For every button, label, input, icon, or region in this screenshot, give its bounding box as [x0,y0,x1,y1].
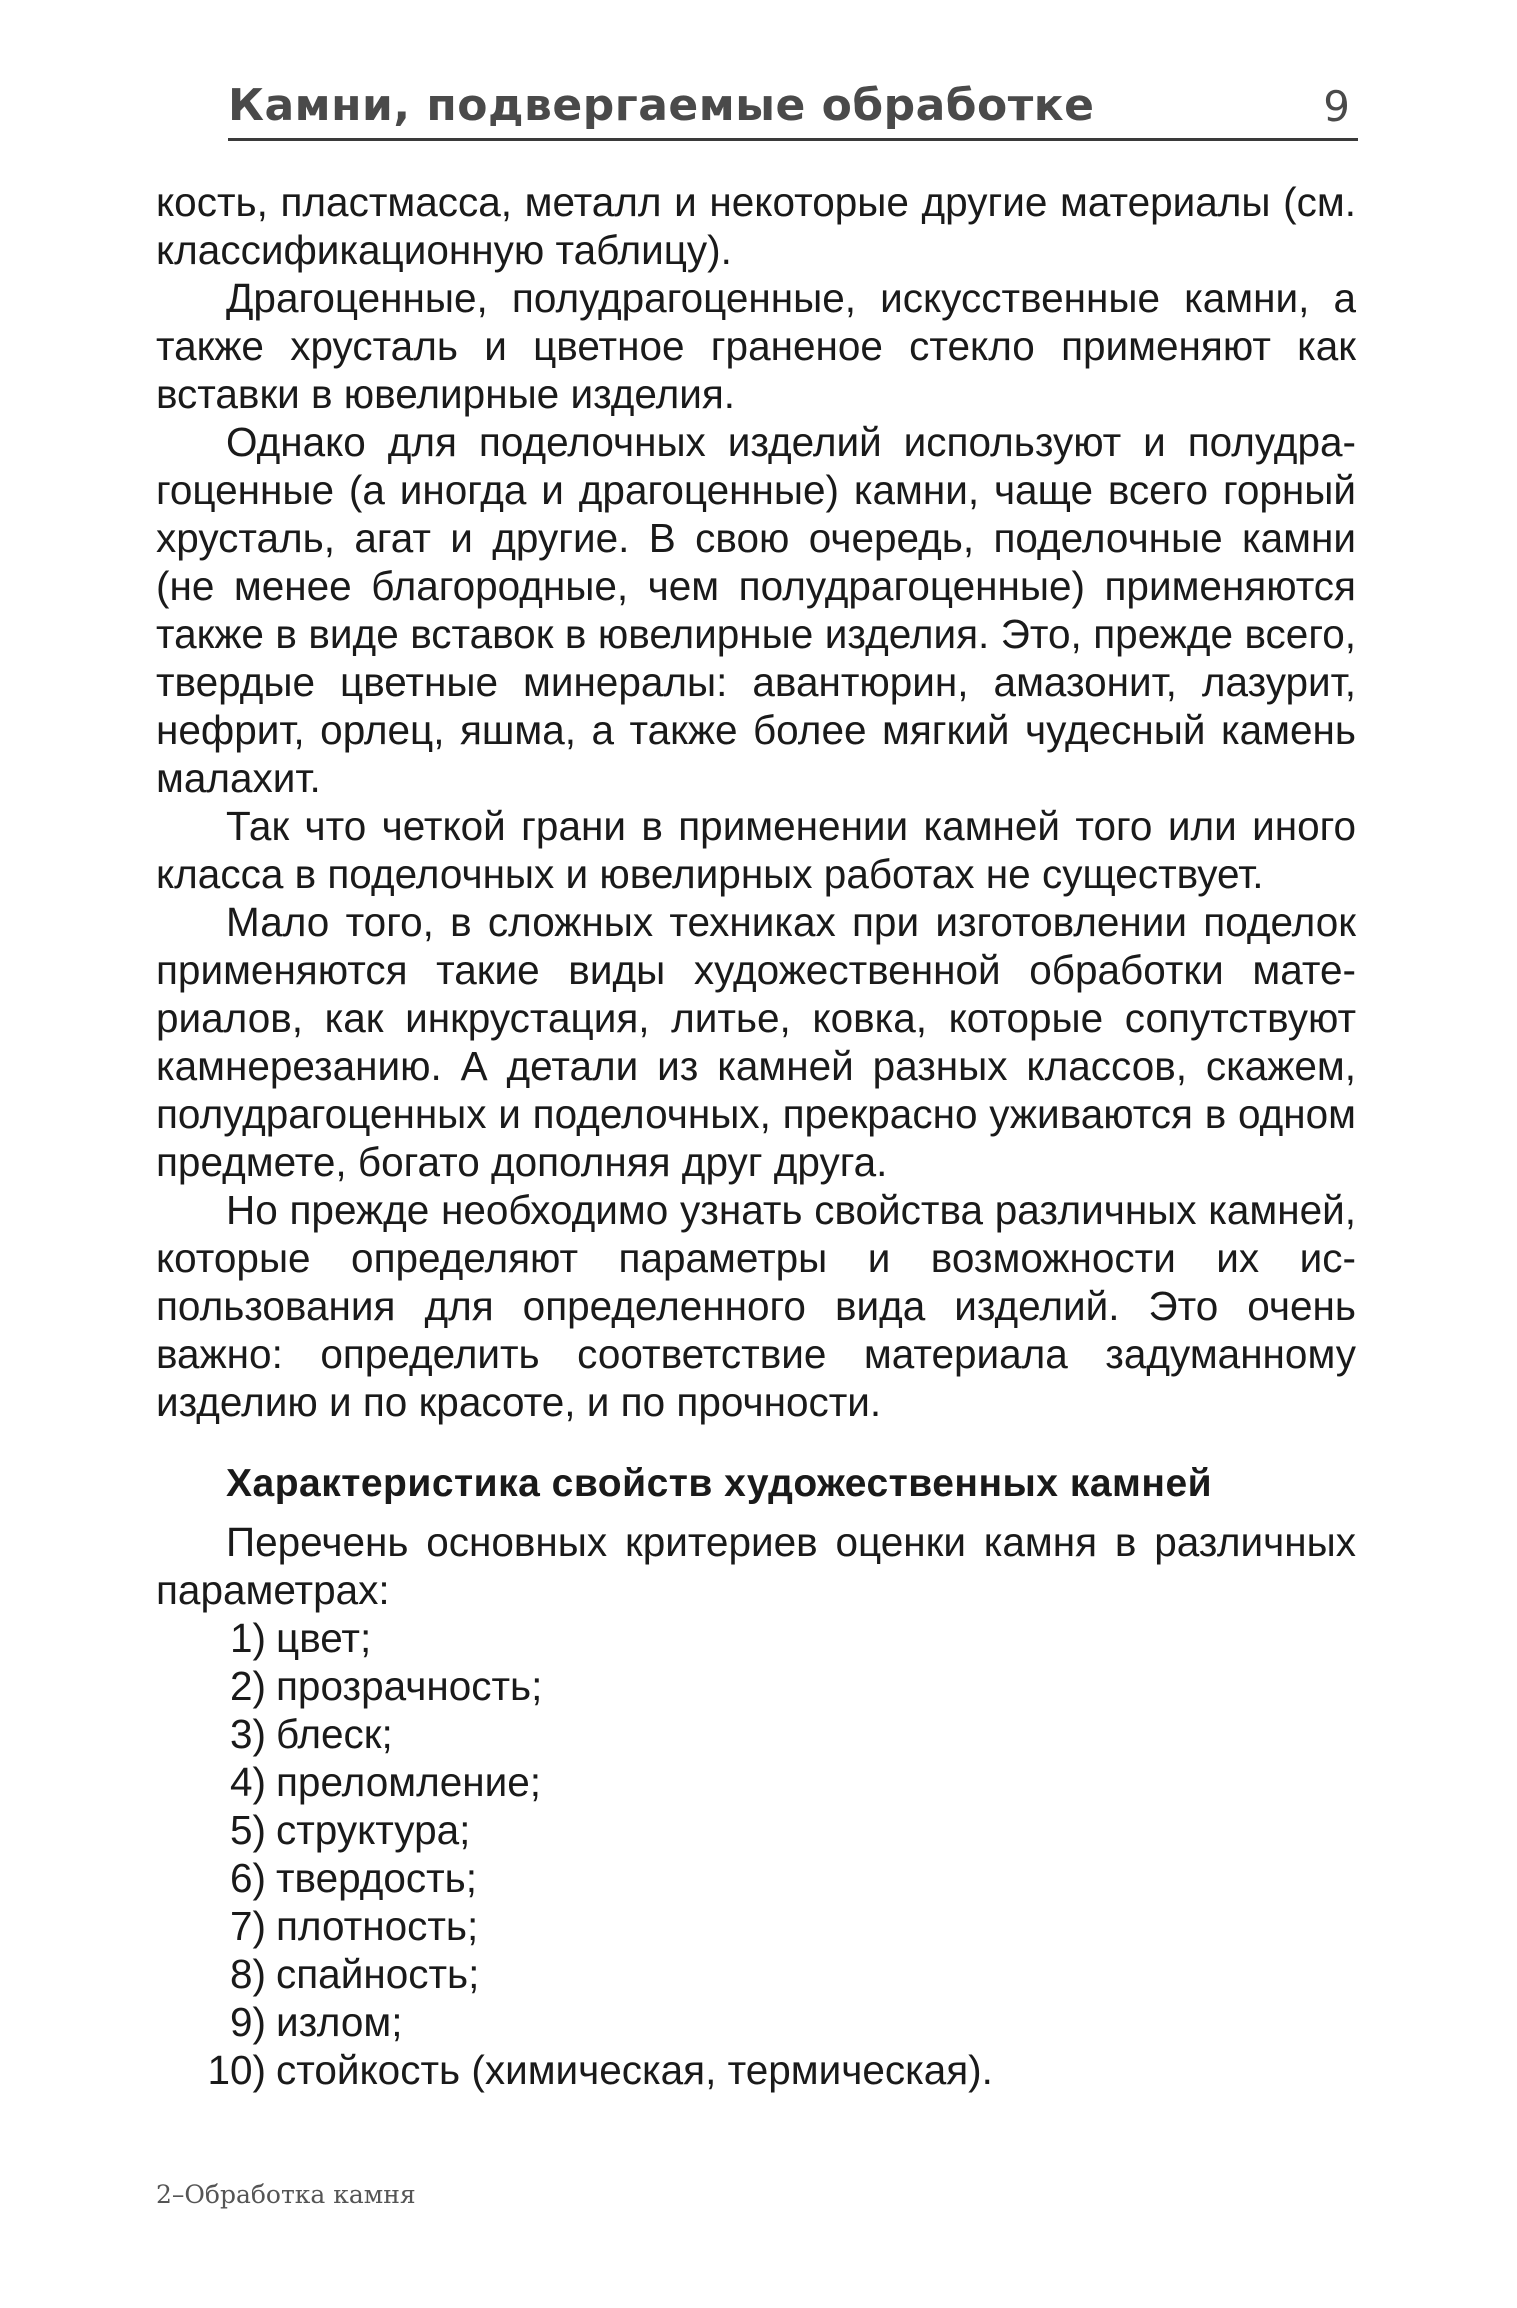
list-item-text: структура; [276,1807,471,1853]
list-item-number: 6) [229,1855,266,1901]
main-text [156,178,1356,2094]
criteria-intro: Перечень основных критериев оценки камня в различных параметрах: [156,1519,1356,1613]
paragraph: Однако для поделочных изделий используют и полудрагоценные (а иногда и драгоценные) камни, чаще всего горный хрусталь, агат и другие. В свою очередь, поделочные камни (не менее благородные, чем полудрагоценные) применяются также в виде вставок в ювелирные изделия. Это, прежде всего, твердые цветные минералы: авантюрин, амазонит, лазурит, нефрит, орлец, яшма, а также более мягкий чудесный камень малахит. [156,419,1356,801]
running-header [228,78,1358,141]
list-item-text: плотность; [276,1903,479,1949]
list-item [156,2046,1356,2094]
list-item [156,1614,1356,1662]
list-item-number: 5) [229,1807,266,1853]
list-item [156,1998,1356,2046]
paragraph: Так что четкой грани в применении камней того или иного класса в поделочных и ювелирных работах не существует. [156,803,1356,897]
running-title: Камни, подвергаемые обработке [228,80,1095,131]
list-item-number: 10) [207,2047,266,2093]
list-item-number: 7) [229,1903,266,1949]
list-item [156,1854,1356,1902]
list-item-text: прозрачность; [276,1663,543,1709]
list-item-text: спайность; [276,1951,480,1997]
paragraph: Мало того, в сложных техниках при изготовлении поделок применяются такие виды художественной обработки материалов, как инкрустация, литье, ковка, которые сопутствуют камнерезанию. А детали из камней разных классов, скажем, полудрагоценных и поделочных, прекрасно уживаются в одном предмете, богато дополняя друг друга. [156,899,1356,1185]
printer-signature: 2–Обработка камня [156,2180,416,2209]
list-item-text: цвет; [276,1615,372,1661]
list-item-text: блеск; [276,1711,393,1757]
list-item-number: 8) [229,1951,266,1997]
page-number: 9 [1323,82,1350,131]
list-item-text: стойкость (химическая, термическая). [276,2047,993,2093]
list-item-text: твердость; [276,1855,478,1901]
list-item [156,1950,1356,1998]
list-item-number: 4) [229,1759,266,1805]
list-item-number: 9) [229,1999,266,2045]
paragraph: кость, пластмасса, металл и некоторые другие материалы (см. классификационную таблицу). [156,179,1356,273]
list-item-number: 2) [229,1663,266,1709]
paragraph: Драгоценные, полудрагоценные, искусственные камни, а также хрусталь и цветное граненое стекло применяют как вставки в ювелирные изделия. [156,275,1356,417]
criteria-list [156,1614,1356,2094]
list-item-text: преломление; [276,1759,542,1805]
list-item [156,1710,1356,1758]
paragraph: Но прежде необходимо узнать свойства различных камней, которые определяют параметры и возможности их использования для определенного вида изделий. Это очень важно: определить соответствие материала задуманному изделию и по красоте, и по прочности. [156,1187,1356,1425]
list-item [156,1806,1356,1854]
list-item-number: 3) [229,1711,266,1757]
section-heading: Характеристика свойств художественных камней [226,1462,1213,1505]
list-item [156,1758,1356,1806]
list-item-text: излом; [276,1999,403,2045]
list-item-number: 1) [229,1615,266,1661]
list-item [156,1662,1356,1710]
list-item [156,1902,1356,1950]
